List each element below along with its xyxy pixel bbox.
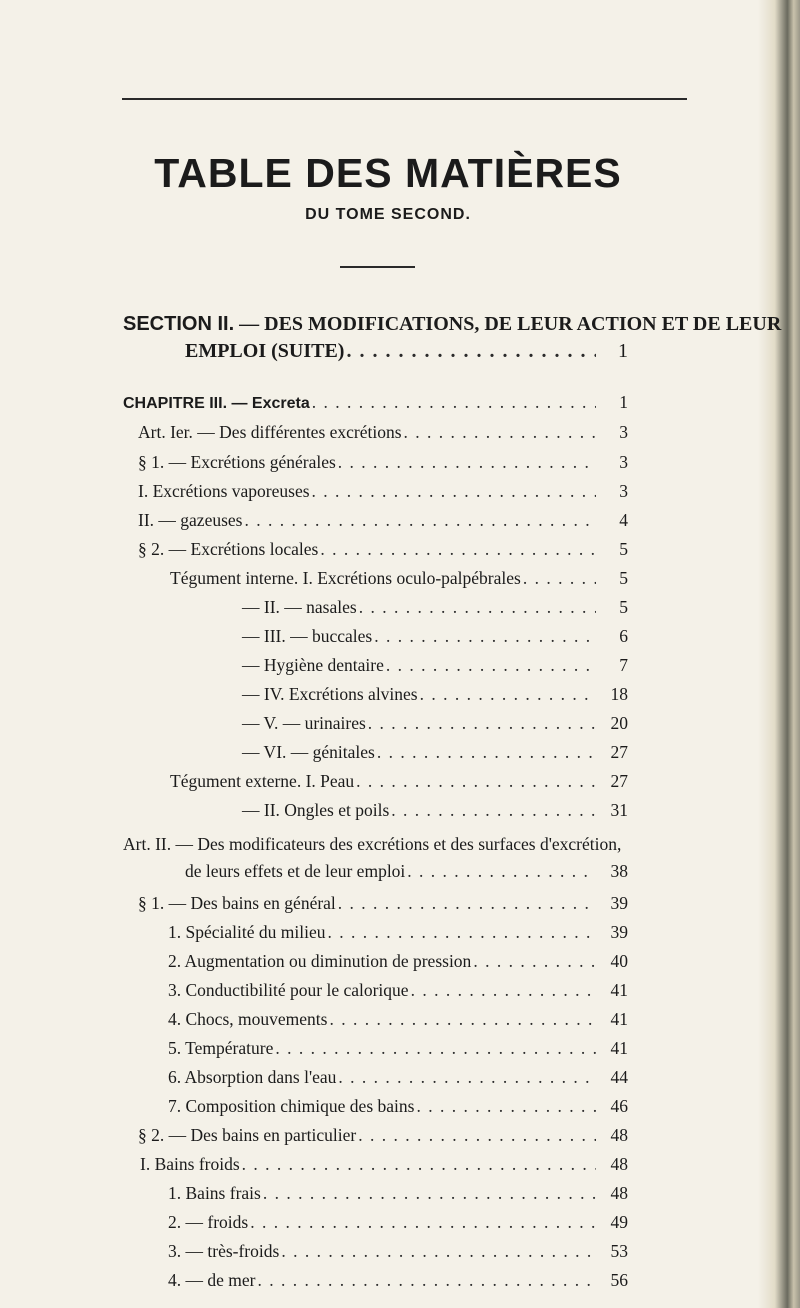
toc-entry: [242, 684, 628, 708]
toc-entry-page: 1: [618, 340, 628, 362]
toc-entry: [242, 800, 628, 824]
toc-entry-page: 38: [610, 861, 628, 881]
toc-entry-text: 3. Conductibilité pour le calorique: [168, 980, 409, 1000]
toc-entry-text: 1. Bains frais: [168, 1183, 261, 1203]
toc-entry: [242, 742, 628, 766]
toc-entry-text: 4. — de mer: [168, 1270, 256, 1290]
toc-entry-text: — VI. — génitales: [242, 742, 375, 762]
leader-dots: [391, 800, 596, 821]
toc-entry: [170, 771, 628, 795]
toc-entry-text: — IV. Excrétions alvines: [242, 684, 418, 704]
toc-entry: [138, 893, 628, 917]
toc-entry-page: 48: [610, 1154, 628, 1174]
toc-entry-page: 48: [610, 1125, 628, 1145]
toc-entry-text: Tégument interne. I. Excrétions oculo-palpébrales: [170, 568, 521, 588]
toc-entry-text: § 2. — Excrétions locales: [138, 539, 319, 559]
section-text: — DES MODIFICATIONS, DE LEUR ACTION ET DE LEUR: [239, 313, 782, 335]
leader-dots: [358, 1125, 596, 1146]
toc-entry: [242, 713, 628, 737]
toc-entry: [242, 626, 628, 650]
toc-entry-page: 39: [610, 922, 628, 942]
leader-dots: [386, 655, 596, 676]
toc-entry-text: — Hygiène dentaire: [242, 655, 384, 675]
leader-dots: [338, 452, 596, 473]
toc-entry: [168, 980, 628, 1004]
leader-dots: [346, 340, 596, 363]
toc-entry: [168, 1241, 628, 1265]
toc-entry: [168, 1270, 628, 1294]
toc-entry-text: Art. Ier. — Des différentes excrétions: [138, 422, 402, 442]
toc-entry-page: 39: [610, 893, 628, 913]
leader-dots: [523, 568, 596, 589]
toc-entry-page: 6: [619, 626, 628, 646]
toc-entry-page: 40: [610, 951, 628, 971]
toc-entry: [138, 452, 628, 476]
toc-entry: [138, 481, 628, 505]
toc-entry-page: 46: [610, 1096, 628, 1116]
leader-dots: [320, 539, 596, 560]
toc-entry-text: 1. Spécialité du milieu: [168, 922, 326, 942]
toc-entry: [168, 1038, 628, 1062]
leader-dots: [359, 597, 596, 618]
leader-dots: [263, 1183, 596, 1204]
toc-entry-page: 41: [610, 1009, 628, 1029]
toc-entry: [168, 1067, 628, 1091]
toc-entry-page: 5: [619, 539, 628, 559]
toc-entry: [168, 951, 628, 975]
toc-entry-page: 41: [610, 1038, 628, 1058]
title-divider: [340, 266, 415, 268]
section-heading: [123, 313, 781, 336]
leader-dots: [250, 1212, 596, 1233]
toc-entry-text: 2. Augmentation ou diminution de pression: [168, 951, 472, 971]
toc-entry: [168, 1183, 628, 1207]
toc-entry-text: — II. — nasales: [242, 597, 357, 617]
leader-dots: [312, 481, 596, 502]
leader-dots: [407, 861, 596, 882]
toc-entry: [138, 422, 628, 446]
toc-entry-text: 2. — froids: [168, 1212, 249, 1232]
toc-entry-page: 31: [610, 800, 628, 820]
toc-entry: [138, 1125, 628, 1149]
leader-dots: [275, 1038, 596, 1059]
toc-entry-text: 3. — très-froids: [168, 1241, 280, 1261]
top-rule: [122, 98, 687, 100]
leader-dots: [338, 1067, 596, 1088]
toc-entry-text: — V. — urinaires: [242, 713, 366, 733]
toc-entry-page: 20: [610, 713, 628, 733]
leader-dots: [420, 684, 596, 705]
leader-dots: [244, 510, 596, 531]
leader-dots: [416, 1096, 596, 1117]
toc-entry-text: de leurs effets et de leur emploi: [185, 861, 406, 881]
leader-dots: [473, 951, 596, 972]
leader-dots: [374, 626, 596, 647]
toc-entry-page: 27: [610, 771, 628, 791]
toc-entry-text: — III. — buccales: [242, 626, 373, 646]
leader-dots: [338, 893, 596, 914]
page-title: TABLE DES MATIÈRES: [154, 150, 622, 196]
toc-entry-text: — II. Ongles et poils: [242, 800, 390, 820]
toc-entry-page: 3: [619, 422, 628, 442]
toc-entry-page: 3: [619, 452, 628, 472]
toc-entry: [170, 568, 628, 592]
toc-entry-text: I. Excrétions vaporeuses: [138, 481, 310, 501]
toc-entry: [185, 340, 628, 364]
toc-entry-text: 7. Composition chimique des bains: [168, 1096, 415, 1116]
toc-entry-text: CHAPITRE III. — Excreta: [123, 395, 310, 412]
toc-entry-page: 1: [619, 392, 628, 412]
toc-entry-text: § 1. — Des bains en général: [138, 893, 336, 913]
toc-entry-text: 5. Température: [168, 1038, 274, 1058]
toc-entry-text: § 2. — Des bains en particulier: [138, 1125, 357, 1145]
toc-entry-text: § 1. — Excrétions générales: [138, 452, 336, 472]
toc-entry-page: 44: [610, 1067, 628, 1087]
leader-dots: [281, 1241, 596, 1262]
toc-entry: [168, 1009, 628, 1033]
toc-entry: [242, 655, 628, 679]
leader-dots: [242, 1154, 596, 1175]
toc-entry: [242, 597, 628, 621]
toc-entry-page: 53: [610, 1241, 628, 1261]
toc-entry-page: 27: [610, 742, 628, 762]
toc-entry-page: 3: [619, 481, 628, 501]
leader-dots: [411, 980, 596, 1001]
toc-entry-page: 48: [610, 1183, 628, 1203]
toc-entry-text: I. Bains froids: [140, 1154, 240, 1174]
toc-entry-text: 6. Absorption dans l'eau: [168, 1067, 337, 1087]
toc-entry-page: 49: [610, 1212, 628, 1232]
leader-dots: [257, 1270, 596, 1291]
toc-entry-text: II. — gazeuses: [138, 510, 243, 530]
leader-dots: [404, 422, 596, 443]
section-label: SECTION II.: [123, 313, 235, 335]
toc-entry-page: 56: [610, 1270, 628, 1290]
toc-entry-chapter: [123, 392, 628, 416]
page-subtitle: DU TOME SECOND.: [305, 206, 471, 223]
toc-entry: [138, 510, 628, 534]
toc-entry: [185, 861, 628, 885]
toc-entry-page: 41: [610, 980, 628, 1000]
toc-entry-text: EMPLOI (SUITE): [185, 340, 345, 362]
toc-entry-page: 7: [619, 655, 628, 675]
toc-entry-text: 4. Chocs, mouvements: [168, 1009, 328, 1029]
leader-dots: [312, 392, 596, 413]
leader-dots: [368, 713, 596, 734]
toc-entry: [138, 539, 628, 563]
toc-entry: [168, 1096, 628, 1120]
toc-entry-page: 4: [619, 510, 628, 530]
toc-entry-text: Tégument externe. I. Peau: [170, 771, 355, 791]
toc-entry: [168, 1212, 628, 1236]
leader-dots: [327, 922, 596, 943]
leader-dots: [329, 1009, 596, 1030]
toc-entry-page: 18: [610, 684, 628, 704]
toc-entry-page: 5: [619, 597, 628, 617]
toc-entry: [168, 922, 628, 946]
toc-entry-page: 5: [619, 568, 628, 588]
toc-entry-text-line: Art. II. — Des modificateurs des excrétions et des surfaces d'excrétion,: [123, 834, 622, 854]
leader-dots: [377, 742, 596, 763]
toc-entry: [140, 1154, 628, 1178]
leader-dots: [356, 771, 596, 792]
